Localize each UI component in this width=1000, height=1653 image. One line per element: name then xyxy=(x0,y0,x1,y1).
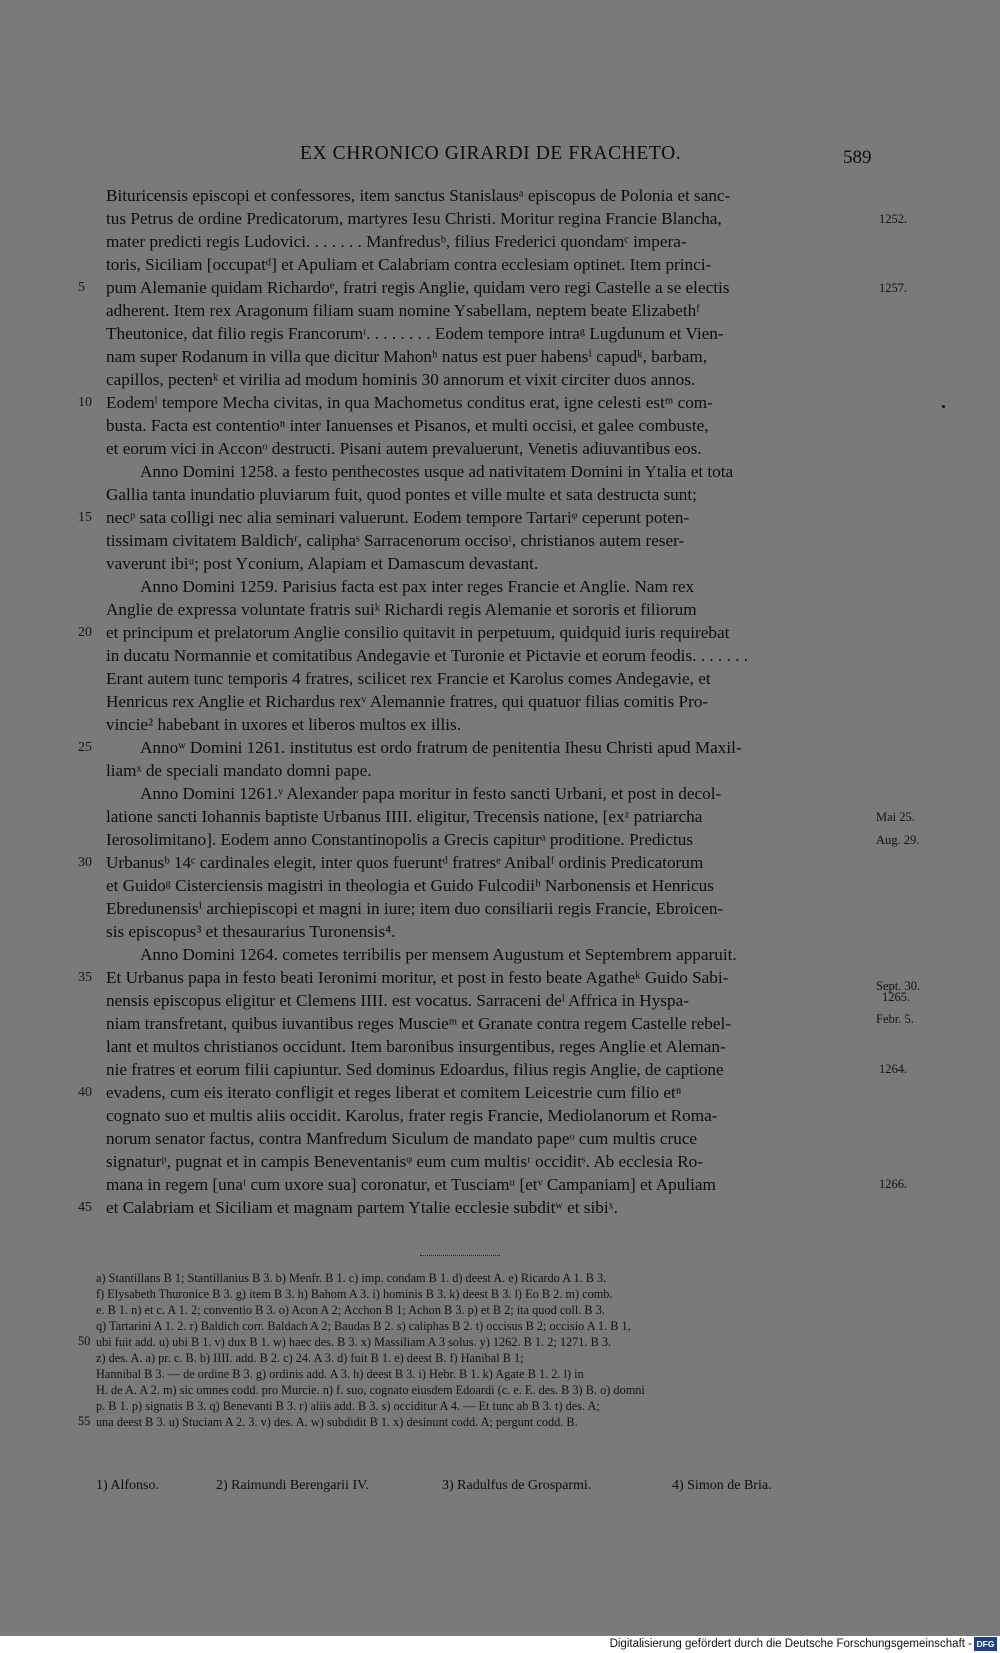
text-line: busta. Facta est contentioⁿ inter Ianuenses et Pisanos, et multi occisi, et galee combuste, xyxy=(106,416,709,435)
text-line: cognato suo et multis aliis occidit. Karolus, frater regis Francie, Mediolanorum et Roma- xyxy=(106,1106,718,1125)
text-line: niam transfretant, quibus iuvantibus reges Muscieᵐ et Granate contra regem Castelle rebel- xyxy=(106,1014,732,1033)
margin-date: 1252. xyxy=(879,212,908,226)
text-line: Erant autem tunc temporis 4 fratres, scilicet rex Francie et Karolus comes Andegavie, et xyxy=(106,669,711,688)
apparatus-line: f) Elysabeth Thuronice B 3. g) item B 3. h) Bahom A 3. i) hominis B 3. k) deest B 3. l) Eo B 2. m) comb. xyxy=(96,1287,613,1301)
text-line: nensis episcopus eligitur et Clemens IIII. est vocatus. Sarraceni deˡ Affrica in Hyspa- xyxy=(106,991,689,1010)
apparatus-line: a) Stantillans B 1; Stantillanius B 3. b) Menfr. B 1. c) imp. condam B 1. d) deest A. e) Ricardo A 1. B 3. xyxy=(96,1271,607,1285)
text-line: norum senator factus, contra Manfredum Siculum de mandato papeᵒ cum multis cruce xyxy=(106,1129,698,1148)
line-number: 55 xyxy=(78,1414,91,1428)
text-line: Anglie de expressa voluntate fratris suiᵏ Richardi regis Alemanie et sororis et filiorum xyxy=(106,600,697,619)
text-line: Et Urbanus papa in festo beati Ieronimi moritur, et post in festo beate Agatheᵏ Guido Sabi- xyxy=(106,968,729,987)
apparatus-line: z) des. A. a) pr. c. B. b) IIII. add. B 2. c) 24. A 3. d) fuit B 1. e) deest B. f) Hanibal B 1; xyxy=(96,1351,524,1365)
text-line: tus Petrus de ordine Predicatorum, martyres Iesu Christi. Moritur regina Francie Blancha, xyxy=(106,209,722,228)
digitization-credit xyxy=(0,1636,1000,1653)
text-line: Eodemˡ tempore Mecha civitas, in qua Machometus conditus erat, igne celesti estᵐ com- xyxy=(106,393,713,412)
text-line: et eorum vici in Acconᵒ destructi. Pisani autem prevaluerunt, Venetis adiuvantibus eos. xyxy=(106,439,702,458)
dfg-logo: DFG xyxy=(974,1637,997,1651)
apparatus-line: ubi fuit add. u) ubi B 1. v) dux B 1. w) haec des. B 3. x) Massiliam A 3 solus. y) 1262. B 1. 2; 1271. B 3. xyxy=(96,1335,612,1349)
line-number: 45 xyxy=(78,1200,92,1215)
divider xyxy=(420,1255,500,1256)
text-line: adherent. Item rex Aragonum filiam suam nomine Ysabellam, neptem beate Elizabethᶠ xyxy=(106,301,700,320)
text-line: Anno Domini 1264. cometes terribilis per mensem Augustum et Septembrem apparuit. xyxy=(140,945,737,964)
apparatus-line: una deest B 3. u) Stuciam A 2. 3. v) des. A. w) subdidit B 1. x) desinunt codd. A; pergunt codd. B. xyxy=(96,1415,578,1429)
text-line: liamˣ de speciali mandato domni pape. xyxy=(106,761,372,780)
text-line: Urbanusᵇ 14ᶜ cardinales elegit, inter quos fueruntᵈ fratresᵉ Anibalᶠ ordinis Predicatorum xyxy=(106,853,704,872)
line-number: 20 xyxy=(78,625,92,640)
text-line: et Guidoᵍ Cisterciensis magistri in theologia et Guido Fulcodiiʰ Narbonensis et Henricus xyxy=(106,876,714,895)
apparatus-line: Hannibal B 3. — de ordine B 3. g) ordinis add. A 3. h) deest B 3. i) Hebr. B 1. k) Agate B 1. 2. l) in xyxy=(96,1367,584,1381)
text-line: signaturᵖ, pugnat et in campis Beneventanisᵠ eum cum multisʳ occiditˢ. Ab ecclesia Ro- xyxy=(106,1152,703,1171)
apparatus-line: H. de A. A 2. m) sic omnes codd. pro Murcie. n) f. suo, cognato eiusdem Edoardi (c. e. E. des. B 3) B. o) domni xyxy=(96,1383,645,1397)
text-line: latione sancti Iohannis baptiste Urbanus IIII. eligitur, Trecensis natione, [exᶻ patriarcha xyxy=(106,807,703,826)
text-line: toris, Siciliam [occupatᵈ] et Apuliam et Calabriam contra ecclesiam optinet. Item princi- xyxy=(106,255,712,274)
text-line: Anno Domini 1261.ʸ Alexander papa moritur in festo sancti Urbani, et post in decol- xyxy=(140,784,722,803)
running-title: EX CHRONICO GIRARDI DE FRACHETO. xyxy=(300,143,682,164)
text-line: nie fratres et eorum filii capiuntur. Sed dominus Edoardus, filius regis Anglie, de captione xyxy=(106,1060,724,1079)
line-number: 15 xyxy=(78,510,92,525)
text-line: tissimam civitatem Baldichʳ, caliphaˢ Sarracenorum occisoᵗ, christianos autem reser- xyxy=(106,531,685,550)
apparatus-line: p. B 1. p) signatis B 3. q) Benevanti B 3. r) aliis add. B 3. s) occiditur A 4. — Et tunc ab B 3. t) des. A; xyxy=(96,1399,600,1413)
footnotes xyxy=(96,1478,772,1494)
text-line: in ducatu Normannie et comitatibus Andegavie et Turonie et Pictavie et eorum feodis. . . . . . . xyxy=(106,646,749,665)
footnote: 2) Raimundi Berengarii IV. xyxy=(216,1478,369,1493)
footnote: 1) Alfonso. xyxy=(96,1478,159,1493)
text-line: et principum et prelatorum Anglie consilio quitavit in perpetuum, quidquid iuris requirebat xyxy=(106,623,730,642)
text-line: Theutonice, dat filio regis Francorumᶦ. . . . . . . . Eodem tempore intraᵍ Lugdunum et Vien- xyxy=(106,324,724,343)
line-number: 50 xyxy=(78,1334,91,1348)
text-line: vaverunt ibiᵘ; post Yconium, Alapiam et Damascum devastant. xyxy=(106,554,539,573)
margin-date: 1266. xyxy=(879,1177,908,1191)
text-line: lant et multos christianos occidunt. Item baronibus insurgentibus, reges Anglie et Aleman- xyxy=(106,1037,726,1056)
text-line: capillos, pectenᵏ et virilia ad modum hominis 30 annorum et vixit circiter duos annos. xyxy=(106,370,696,389)
text-line: Ierosolimitano]. Eodem anno Constantinopolis a Grecis capiturᵃ proditione. Predictus xyxy=(106,830,694,849)
text-line: evadens, cum eis iterato confligit et reges liberat et comitem Leicestrie cum filio etⁿ xyxy=(106,1083,682,1102)
text-line: Henricus rex Anglie et Richardus rexᵛ Alemannie fratres, qui quatuor filias comitis Pro- xyxy=(106,692,709,711)
text-line: Anno Domini 1259. Parisius facta est pax inter reges Francie et Anglie. Nam rex xyxy=(140,577,695,596)
margin-date: Mai 25. xyxy=(876,810,915,824)
text-line: Anno Domini 1258. a festo penthecostes usque ad nativitatem Domini in Ytalia et tota xyxy=(140,462,734,481)
text-line: mana in regem [unaᵗ cum uxore sua] coronatur, et Tusciamᵘ [etᵛ Campaniam] et Apuliam xyxy=(106,1175,716,1194)
apparatus-line: e. B 1. n) et c. A 1. 2; conventio B 3. o) Acon A 2; Acchon B 1; Achon B 3. p) et B 2; ita quod coll. B 3. xyxy=(96,1303,605,1317)
page-number: 589 xyxy=(843,147,872,168)
line-number: 30 xyxy=(78,855,92,870)
scan-speck xyxy=(942,405,945,408)
text-line: et Calabriam et Siciliam et magnam partem Ytalie ecclesie subditʷ et sibiˣ. xyxy=(106,1198,618,1217)
text-line: mater predicti regis Ludovici. . . . . . . Manfredusᵇ, filius Frederici quondamᶜ impera- xyxy=(106,232,687,251)
margin-date: 1264. xyxy=(879,1062,908,1076)
credit-text: Digitalisierung gefördert durch die Deutsche Forschungsgemeinschaft - xyxy=(609,1638,972,1650)
text-line: vincie² habebant in uxores et liberos multos ex illis. xyxy=(106,715,462,734)
margin-date: Sept. 30. xyxy=(876,979,921,993)
footnote: 4) Simon de Bria. xyxy=(672,1478,772,1493)
line-number: 35 xyxy=(78,970,92,985)
text-line: Bituricensis episcopi et confessores, item sanctus Stanislausᵃ episcopus de Polonia et sanc- xyxy=(106,186,731,205)
margin-date: Febr. 5. xyxy=(876,1012,914,1026)
text-line: necᵖ sata colligi nec alia seminari valuerunt. Eodem tempore Tartariᵠ ceperunt poten- xyxy=(106,508,690,527)
text-line: Gallia tanta inundatio pluviarum fuit, quod pontes et ville multe et sata destructa sunt; xyxy=(106,485,697,504)
apparatus-line: q) Tartarini A 1. 2. r) Baldich corr. Baldach A 2; Baudas B 2. s) caliphas B 2. t) occisus B 2; occisio A 1. B 1, xyxy=(96,1319,631,1333)
line-number: 10 xyxy=(78,395,92,410)
margin-date: 1265. xyxy=(882,990,911,1004)
text-line: pum Alemanie quidam Richardoᵉ, fratri regis Anglie, quidam vero regi Castelle a se electis xyxy=(106,278,730,297)
margin-date: Aug. 29. xyxy=(876,833,920,847)
text-line: nam super Rodanum in villa que dicitur Mahonʰ natus est puer habensⁱ capudᵏ, barbam, xyxy=(106,347,708,366)
text-line: sis episcopus³ et thesaurarius Turonensis⁴. xyxy=(106,922,396,941)
footnote: 3) Radulfus de Grosparmi. xyxy=(442,1478,592,1493)
margin-date: 1257. xyxy=(879,281,908,295)
text-line: Ebredunensisⁱ archiepiscopi et magni in iure; item duo consiliarii regis Francie, Ebroicen- xyxy=(106,899,724,918)
line-number: 25 xyxy=(78,740,92,755)
line-number: 5 xyxy=(78,280,85,295)
line-number: 40 xyxy=(78,1085,92,1100)
text-line: Annoʷ Domini 1261. institutus est ordo fratrum de penitentia Ihesu Christi apud Maxil- xyxy=(140,738,742,757)
